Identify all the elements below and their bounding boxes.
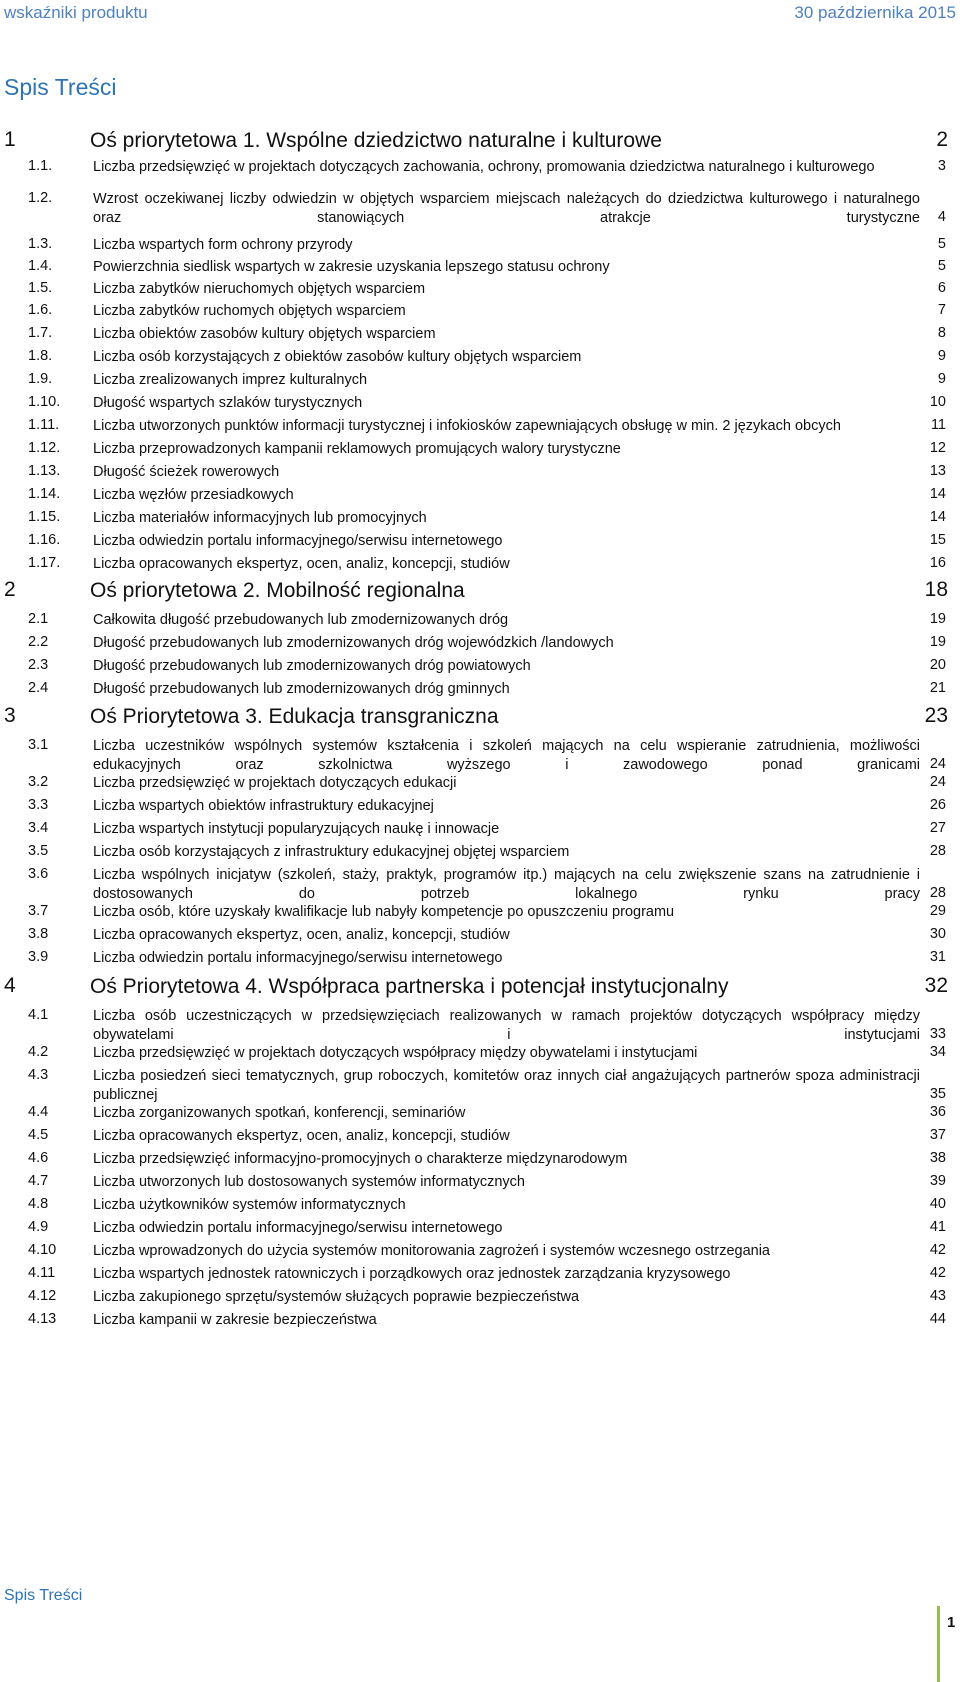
toc-entry-page: 18 [924, 578, 948, 601]
toc-entry-page: 39 [929, 1173, 946, 1189]
toc-entry-title: Oś Priorytetowa 3. Edukacja transgraniczna [90, 705, 499, 728]
toc-entry-number: 4.8 [28, 1196, 49, 1212]
toc-entry-number: 4.6 [28, 1150, 49, 1166]
toc-entry-title: Długość przebudowanych lub zmodernizowanych dróg wojewódzkich /landowych [93, 635, 614, 651]
toc-entry-title: Liczba zakupionego sprzętu/systemów służących poprawie bezpieczeństwa [93, 1289, 580, 1305]
toc-entry-number: 4 [4, 974, 16, 997]
toc-entry-number: 4.2 [28, 1044, 49, 1060]
toc-entry-page: 34 [929, 1044, 946, 1060]
toc-entry-number: 4.9 [28, 1219, 49, 1235]
toc-entry-title: Długość ścieżek rowerowych [93, 464, 280, 480]
toc-entry-page: 4 [937, 209, 946, 225]
toc-entry-page: 35 [929, 1086, 946, 1102]
toc-entry-title: Liczba osób korzystających z infrastruktury edukacyjnej objętej wsparciem [93, 844, 570, 860]
toc-entry-title: Oś priorytetowa 2. Mobilność regionalna [90, 579, 465, 602]
toc-entry-page: 31 [929, 949, 946, 965]
toc-entry-title: Powierzchnia siedlisk wspartych w zakresie uzyskania lepszego statusu ochrony [93, 259, 610, 275]
toc-entry-number: 4.11 [28, 1265, 56, 1281]
toc-entry-page: 5 [937, 236, 946, 252]
toc-entry-number: 4.7 [28, 1173, 49, 1189]
toc-entry-page: 10 [929, 394, 946, 410]
toc-entry-number: 3.4 [28, 820, 49, 836]
toc-entry-number: 3.7 [28, 903, 49, 919]
toc-entry-page: 20 [929, 657, 946, 673]
toc-entry-page: 36 [929, 1104, 946, 1120]
toc-entry-number: 1.7. [28, 325, 53, 341]
toc-entry-title: Liczba przedsięwzięć w projektach dotyczących edukacji [93, 775, 457, 791]
toc-entry-page: 16 [929, 555, 946, 571]
toc-entry-title: Liczba opracowanych ekspertyz, ocen, analiz, koncepcji, studiów [93, 1128, 510, 1144]
toc-entry-number: 3.8 [28, 926, 49, 942]
toc-entry-page: 14 [929, 509, 946, 525]
toc-entry-number: 1.12. [28, 440, 61, 456]
toc-entry-page: 26 [929, 797, 946, 813]
toc-entry-page: 14 [929, 486, 946, 502]
toc-entry-title: Liczba odwiedzin portalu informacyjnego/serwisu internetowego [93, 1220, 503, 1236]
toc-entry-number: 1.1. [28, 158, 53, 174]
toc-entry-page: 2 [936, 128, 948, 151]
toc-entry-page: 44 [929, 1311, 946, 1327]
toc-entry-number: 4.3 [28, 1067, 49, 1083]
toc-entry-page: 8 [937, 325, 946, 341]
toc-entry-number: 1.9. [28, 371, 53, 387]
footer-section-title: Spis Treści [4, 1587, 83, 1604]
toc-entry-page: 28 [929, 843, 946, 859]
toc-entry-number: 4.1 [28, 1007, 49, 1023]
toc-entry-title: Długość wspartych szlaków turystycznych [93, 395, 363, 411]
toc-entry-title: Liczba posiedzeń sieci tematycznych, grup roboczych, komitetów oraz innych ciał angażujących partnerów spoza administracji publicznej [93, 1068, 920, 1103]
toc-entry-title: Liczba utworzonych punktów informacji turystycznej i infokiosków zapewniających obsługę w min. 2 językach obcych [93, 418, 841, 434]
toc-entry-number: 1.16. [28, 532, 61, 548]
footer-accent-bar [937, 1606, 940, 1682]
toc-entry-title: Długość przebudowanych lub zmodernizowanych dróg gminnych [93, 681, 510, 697]
toc-entry-title: Liczba przedsięwzięć w projektach dotyczących współpracy między obywatelami i instytucjami [93, 1045, 698, 1061]
toc-entry-number: 2.1 [28, 611, 49, 627]
toc-entry-page: 32 [924, 974, 948, 997]
toc-entry-number: 4.12 [28, 1288, 57, 1304]
toc-entry-number: 1 [4, 128, 16, 151]
toc-entry-page: 7 [937, 302, 946, 318]
toc-entry-number: 3 [4, 704, 16, 727]
toc-entry-number: 3.1 [28, 737, 49, 753]
toc-entry-title: Długość przebudowanych lub zmodernizowanych dróg powiatowych [93, 658, 531, 674]
toc-entry-number: 3.6 [28, 866, 49, 882]
toc-entry-page: 13 [929, 463, 946, 479]
toc-entry-title: Liczba zrealizowanych imprez kulturalnych [93, 372, 368, 388]
toc-entry-page: 19 [929, 611, 946, 627]
toc-entry-page: 28 [929, 885, 946, 901]
toc-entry-number: 1.5. [28, 280, 53, 296]
toc-entry-number: 4.5 [28, 1127, 49, 1143]
toc-entry-title: Liczba opracowanych ekspertyz, ocen, analiz, koncepcji, studiów [93, 927, 510, 943]
toc-entry-title: Liczba osób korzystających z obiektów zasobów kultury objętych wsparciem [93, 349, 582, 365]
toc-entry-number: 4.10 [28, 1242, 57, 1258]
toc-entry-title: Liczba materiałów informacyjnych lub promocyjnych [93, 510, 427, 526]
toc-entry-title: Liczba odwiedzin portalu informacyjnego/serwisu internetowego [93, 533, 503, 549]
toc-entry-page: 23 [924, 704, 948, 727]
toc-entry-page: 11 [930, 417, 946, 433]
toc-entry-page: 3 [937, 158, 946, 174]
toc-entry-number: 1.10. [28, 394, 61, 410]
toc-entry-number: 1.6. [28, 302, 53, 318]
toc-entry-page: 19 [929, 634, 946, 650]
toc-entry-number: 1.14. [28, 486, 61, 502]
toc-entry-title: Liczba wspólnych inicjatyw (szkoleń, staży, praktyk, programów itp.) mających na celu zwiększenie szans na zatrudnienie i dostosowanych do potrzeb lokalnego rynku pracy [93, 867, 920, 902]
toc-entry-title: Całkowita długość przebudowanych lub zmodernizowanych dróg [93, 612, 509, 628]
toc-entry-page: 5 [937, 258, 946, 274]
toc-entry-number: 2.2 [28, 634, 49, 650]
toc-entry-title: Liczba użytkowników systemów informatycznych [93, 1197, 406, 1213]
toc-entry-page: 9 [937, 348, 946, 364]
toc-entry-title: Liczba wspartych jednostek ratowniczych i porządkowych oraz jednostek zarządzania kryzysowego [93, 1266, 731, 1282]
toc-entry-number: 1.11. [28, 417, 60, 433]
toc-entry-page: 6 [937, 280, 946, 296]
toc-entry-number: 4.4 [28, 1104, 49, 1120]
toc-entry-title: Liczba odwiedzin portalu informacyjnego/serwisu internetowego [93, 950, 503, 966]
toc-entry-title: Oś Priorytetowa 4. Współpraca partnerska i potencjał instytucjonalny [90, 975, 729, 998]
toc-entry-page: 42 [929, 1265, 946, 1281]
toc-entry-title: Liczba węzłów przesiadkowych [93, 487, 294, 503]
header-document-title: wskaźniki produktu [4, 3, 148, 22]
toc-entry-number: 2.3 [28, 657, 49, 673]
toc-entry-title: Liczba zabytków ruchomych objętych wsparciem [93, 303, 406, 319]
footer-page-number: 1 [947, 1614, 956, 1631]
toc-entry-page: 41 [929, 1219, 946, 1235]
toc-entry-number: 4.13 [28, 1311, 57, 1327]
toc-entry-title: Wzrost oczekiwanej liczby odwiedzin w objętych wsparciem miejscach należących do dziedzictwa kulturowego i naturalnego oraz stanowiących atrakcje turystyczne [93, 191, 920, 226]
toc-entry-number: 3.9 [28, 949, 49, 965]
header-date: 30 października 2015 [794, 3, 956, 22]
toc-entry-page: 38 [929, 1150, 946, 1166]
toc-entry-title: Liczba opracowanych ekspertyz, ocen, analiz, koncepcji, studiów [93, 556, 510, 572]
toc-entry-title: Liczba obiektów zasobów kultury objętych wsparciem [93, 326, 436, 342]
toc-entry-title: Liczba osób uczestniczących w przedsięwzięciach realizowanych w ramach projektów dotyczących współpracy między obywatelami i instytucjami [93, 1008, 920, 1043]
toc-entry-page: 21 [929, 680, 946, 696]
toc-entry-page: 30 [929, 926, 946, 942]
toc-entry-page: 24 [929, 774, 946, 790]
toc-entry-number: 1.4. [28, 258, 53, 274]
toc-entry-number: 2.4 [28, 680, 49, 696]
toc-entry-title: Liczba przedsięwzięć w projektach dotyczących zachowania, ochrony, promowania dziedzictwa naturalnego i kulturowego [93, 159, 875, 175]
toc-entry-title: Liczba uczestników wspólnych systemów kształcenia i szkoleń mających na celu wspieranie zatrudnienia, możliwości edukacyjnych oraz szkolnictwa wyższego i zawodowego ponad granicami [93, 738, 920, 773]
toc-entry-title: Liczba zabytków nieruchomych objętych wsparciem [93, 281, 426, 297]
toc-entry-page: 29 [929, 903, 946, 919]
toc-entry-title: Liczba utworzonych lub dostosowanych systemów informatycznych [93, 1174, 525, 1190]
toc-entry-title: Liczba wspartych obiektów infrastruktury edukacyjnej [93, 798, 434, 814]
toc-entry-number: 1.17. [28, 555, 61, 571]
toc-entry-number: 1.15. [28, 509, 61, 525]
toc-entry-title: Oś priorytetowa 1. Wspólne dziedzictwo naturalne i kulturowe [90, 129, 662, 152]
toc-entry-title: Liczba kampanii w zakresie bezpieczeństwa [93, 1312, 377, 1328]
toc-entry-number: 3.5 [28, 843, 49, 859]
toc-title: Spis Treści [4, 74, 117, 100]
toc-entry-title: Liczba wspartych instytucji popularyzujących naukę i innowacje [93, 821, 500, 837]
toc-entry-page: 43 [929, 1288, 946, 1304]
toc-entry-number: 1.8. [28, 348, 53, 364]
toc-entry-title: Liczba przeprowadzonych kampanii reklamowych promujących walory turystyczne [93, 441, 621, 457]
toc-entry-title: Liczba wspartych form ochrony przyrody [93, 237, 353, 253]
toc-entry-number: 2 [4, 578, 16, 601]
toc-entry-page: 42 [929, 1242, 946, 1258]
toc-entry-page: 27 [929, 820, 946, 836]
toc-entry-page: 9 [937, 371, 946, 387]
toc-entry-title: Liczba zorganizowanych spotkań, konferencji, seminariów [93, 1105, 466, 1121]
toc-entry-page: 12 [929, 440, 946, 456]
toc-entry-page: 40 [929, 1196, 946, 1212]
toc-entry-title: Liczba przedsięwzięć informacyjno-promocyjnych o charakterze międzynarodowym [93, 1151, 628, 1167]
toc-entry-page: 15 [929, 532, 946, 548]
toc-entry-number: 1.3. [28, 236, 53, 252]
toc-entry-page: 33 [929, 1026, 946, 1042]
toc-entry-number: 3.3 [28, 797, 49, 813]
toc-entry-number: 3.2 [28, 774, 49, 790]
toc-entry-number: 1.2. [28, 190, 53, 206]
toc-entry-page: 24 [929, 756, 946, 772]
toc-entry-title: Liczba osób, które uzyskały kwalifikacje lub nabyły kompetencje po opuszczeniu programu [93, 904, 675, 920]
toc-entry-title: Liczba wprowadzonych do użycia systemów monitorowania zagrożeń i systemów wczesnego ostrzegania [93, 1243, 770, 1259]
toc-entry-number: 1.13. [28, 463, 61, 479]
toc-entry-page: 37 [929, 1127, 946, 1143]
